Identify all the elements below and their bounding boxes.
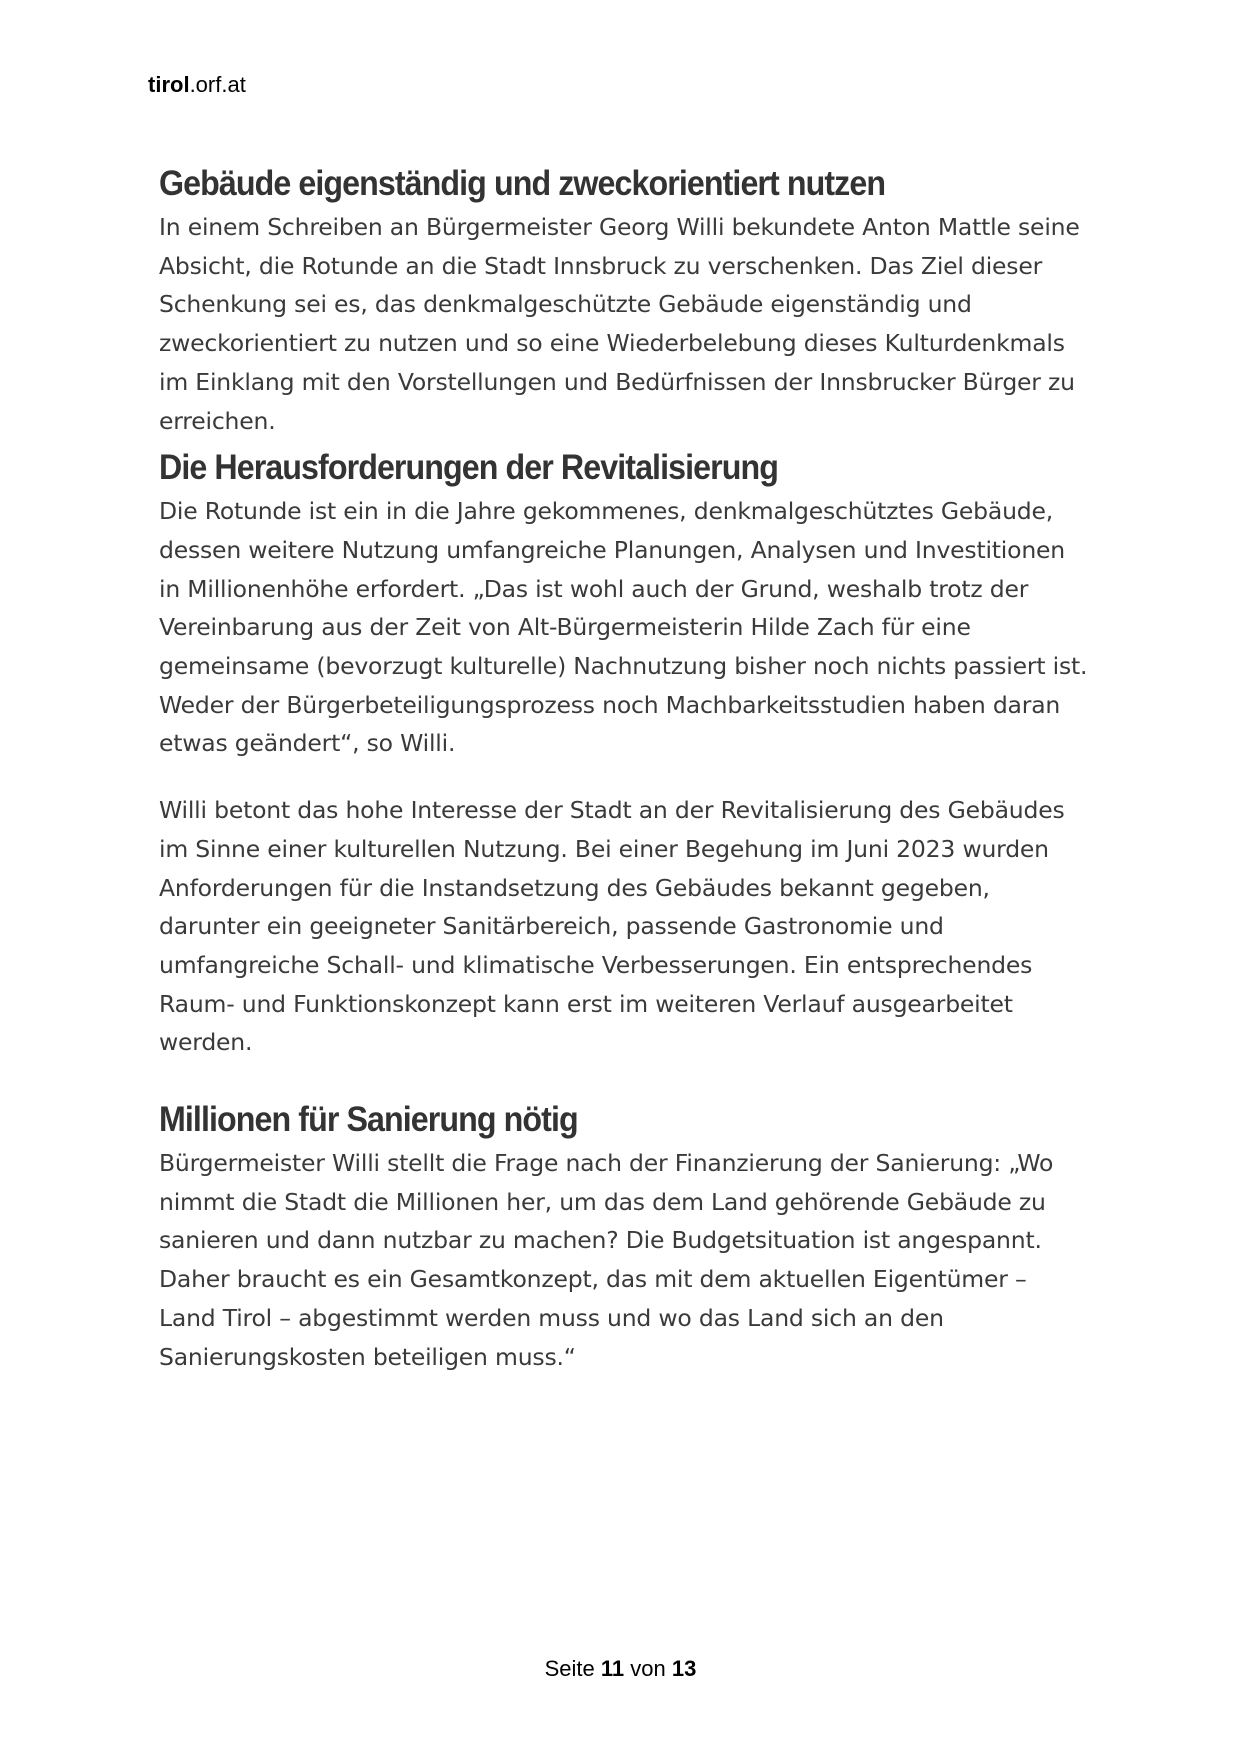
paragraph-finanzierung: Bürgermeister Willi stellt die Frage nach der Finanzierung der Sanierung: „Wo nimmt die Stadt die Millionen her, um das dem Land gehörende Gebäude zu sanieren und dann nutzbar zu machen? Die Budgetsituation ist angespannt. Daher braucht es ein Gesamtkonzept, das mit dem aktuellen Eigentümer – Land Tirol – abgestimmt werden muss und wo das Land sich an den Sanierungskosten beteiligen muss.“ — [159, 1149, 1054, 1371]
total-page-count: 13 — [671, 1656, 697, 1681]
site-name-bold: tirol — [148, 72, 190, 97]
current-page-number: 11 — [600, 1656, 625, 1681]
section-heading-revitalisierung: Die Herausforderungen der Revitalisierung — [159, 448, 778, 488]
paragraph-schenkung: In einem Schreiben an Bürgermeister Georg Willi bekundete Anton Mattle seine Absicht, die Rotunde an die Stadt Innsbruck zu verschenken. Das Ziel dieser Schenkung sei es, das denkmalgeschützte Gebäude eigenständig und zweckorientiert zu nutzen und so eine Wiederbelebung dieses Kulturdenkmals im Einklang mit den Vorstellungen und Bedürfnissen der Innsbrucker Bürger zu erreichen. — [159, 213, 1080, 435]
site-name-domain: .orf.at — [189, 72, 246, 97]
article-body — [159, 160, 1089, 1376]
paragraph-interesse: Willi betont das hohe Interesse der Stadt an der Revitalisierung des Gebäudes im Sinne einer kulturellen Nutzung. Bei einer Begehung im Juni 2023 wurden Anforderungen für die Instandsetzung des Gebäudes bekannt gegeben, darunter ein geeigneter Sanitärbereich, passende Gastronomie und umfangreiche Schall- und klimatische Verbesserungen. Ein entsprechendes Raum- und Funktionskonzept kann erst im weiteren Verlauf ausgearbeitet werden. — [159, 796, 1065, 1057]
page-label: Seite — [544, 1656, 595, 1681]
section-heading-sanierung: Millionen für Sanierung nötig — [159, 1100, 578, 1140]
site-header — [148, 72, 246, 98]
paragraph-rotunde: Die Rotunde ist ein in die Jahre gekommenes, denkmalgeschütztes Gebäude, dessen weitere Nutzung umfangreiche Planungen, Analysen und Investitionen in Millionenhöhe erfordert. „Das ist wohl auch der Grund, weshalb trotz der Vereinbarung aus der Zeit von Alt-Bürgermeisterin Hilde Zach für eine gemeinsame (bevorzugt kulturelle) Nachnutzung bisher noch nichts passiert ist. Weder der Bürgerbeteiligungsprozess noch Machbarkeitsstudien haben daran etwas geändert“, so Willi. — [159, 497, 1088, 758]
section-heading-nutzen: Gebäude eigenständig und zweckorientiert nutzen — [159, 164, 886, 203]
page-footer — [0, 1656, 1241, 1682]
page-separator: von — [630, 1656, 666, 1681]
